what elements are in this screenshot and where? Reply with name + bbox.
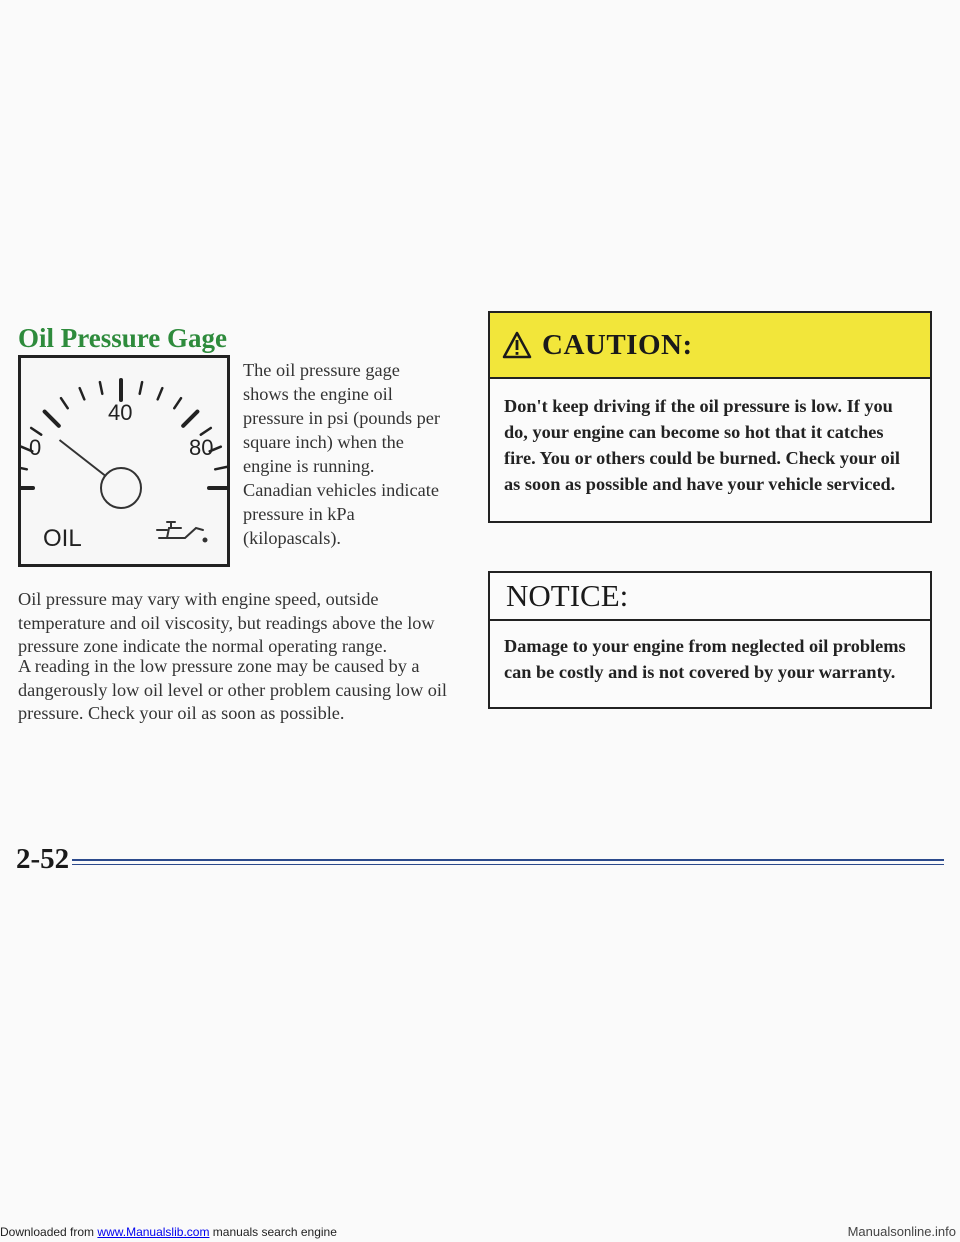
gauge-tick [21,467,27,469]
oil-can-icon [157,522,207,542]
gauge-label: OIL [43,525,82,552]
gauge-max-label: 80 [189,435,214,460]
footer-rule-thin [72,864,944,865]
gauge-mid-label: 40 [108,400,133,425]
footer-prefix: Downloaded from [0,1225,95,1239]
gauge-tick [80,388,85,399]
paragraph-oil-variation: Oil pressure may vary with engine speed, outside temperature and oil viscosity, but readings above the low pressure zone indicate the normal operating range. [18,589,435,656]
gauge-tick [45,412,59,426]
oil-pressure-gauge [18,355,230,567]
gauge-tick [201,428,211,435]
download-footer [0,1222,960,1242]
footer-suffix: manuals search engine [212,1225,337,1239]
gauge-tick [140,382,142,394]
caution-title: CAUTION: [542,328,693,361]
gauge-min-label: 0 [29,435,42,460]
gauge-tick [215,467,227,469]
section-title: Oil Pressure Gage [18,323,227,353]
gauge-hub [101,468,141,508]
page-number: 2-52 [16,843,70,875]
gauge-tick [31,428,41,435]
intro-text: The oil pressure gage shows the engine oil pressure in psi (pounds per square inch) when the engine is running. Canadian vehicles indicate pressure in kPa (kilopascals). [243,360,440,548]
warning-triangle-icon [502,331,532,359]
notice-text: Damage to your engine from neglected oil problems can be costly and is not covered by your warranty. [504,636,906,682]
gauge-tick [183,412,197,426]
gauge-tick [174,398,181,408]
manualslib-link[interactable]: www.Manualslib.com [97,1225,210,1239]
caution-text: Don't keep driving if the oil pressure is low. If you do, your engine can become so hot that it catches fire. You or others could be burned. Check your oil as soon as possible and have your vehicle serviced. [504,396,900,494]
gauge-tick [61,398,68,408]
gauge-tick [100,382,102,394]
caution-box [488,311,932,523]
footer-rule [72,859,944,861]
paragraph-low-reading: A reading in the low pressure zone may be caused by a dangerously low oil level or other problem causing low oil pressure. Check your oil as soon as possible. [18,656,448,723]
caution-header [490,313,930,379]
gauge-drawing [21,358,227,564]
notice-title: NOTICE: [490,573,930,621]
notice-box [488,571,932,709]
footer-watermark: Manualsonline.info [847,1224,956,1239]
gauge-tick [158,388,163,399]
